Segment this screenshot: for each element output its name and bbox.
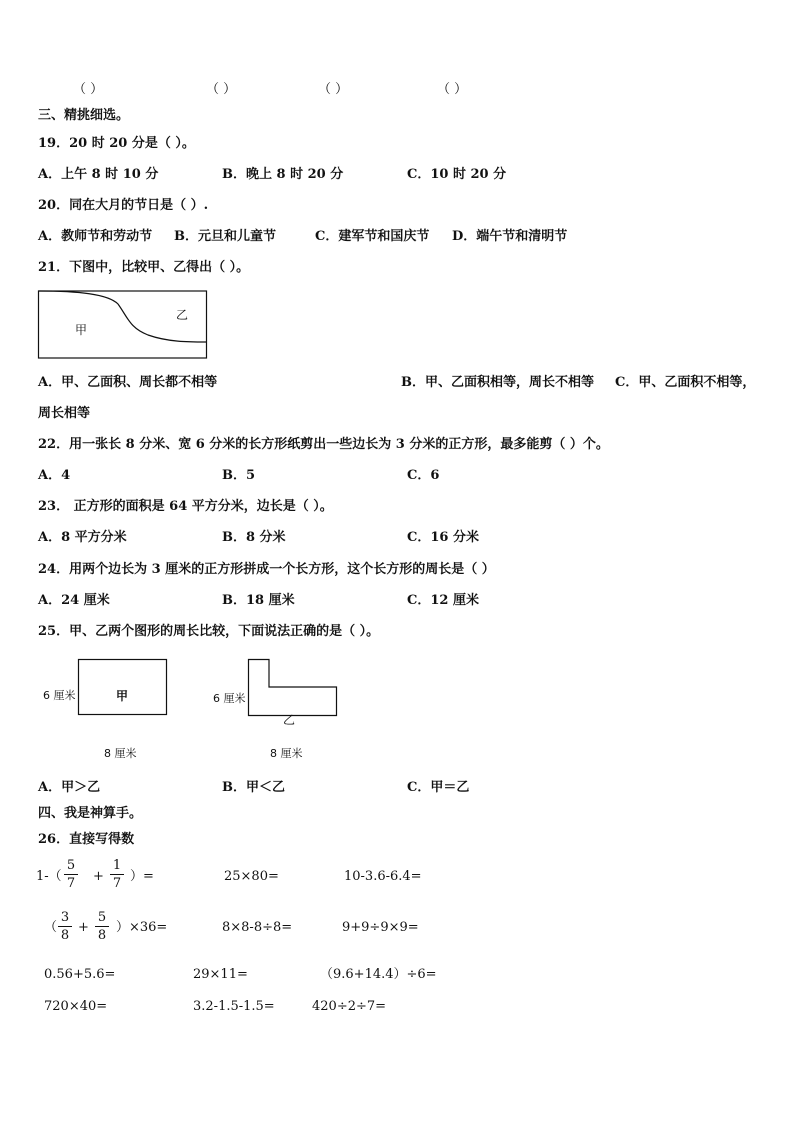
expression: 25×80=: [224, 869, 279, 884]
option: A．8 平方分米: [38, 530, 127, 545]
option: B．元旦和儿童节: [174, 229, 276, 244]
dimension-label: 8 厘米: [270, 747, 303, 760]
fraction: [58, 910, 72, 943]
option: B．甲＜乙: [222, 780, 285, 795]
option: A．甲＞乙: [38, 780, 101, 795]
option: A．教师节和劳动节: [38, 229, 153, 244]
option: D．端午节和清明节: [452, 229, 568, 244]
expression: 8×8-8÷8=: [222, 920, 293, 935]
expression: 3.2-1.5-1.5=: [193, 999, 275, 1014]
denominator: 8: [97, 928, 107, 943]
numerator: 3: [60, 910, 70, 925]
option: C．6: [407, 468, 440, 483]
expr-part: ）×36=: [116, 920, 168, 935]
dimension-label: 6 厘米: [213, 692, 246, 705]
option: C．12 厘米: [407, 593, 479, 608]
numerator: 5: [66, 858, 76, 873]
question-stem: 20．同在大月的节日是（ ）.: [38, 198, 209, 213]
fraction: [64, 858, 78, 891]
option: B．晚上 8 时 20 分: [222, 167, 344, 182]
answer-bracket: （ ）: [206, 82, 237, 97]
figure-label-jia: 甲: [75, 323, 88, 337]
expression: （9.6+14.4）÷6=: [320, 967, 437, 982]
option: A．上午 8 时 10 分: [38, 167, 159, 182]
expr-part: +: [93, 869, 104, 884]
expression: 10-3.6-6.4=: [344, 869, 422, 884]
answer-bracket: （ ）: [437, 82, 468, 97]
expr-part: 1-（: [36, 869, 62, 884]
denominator: 7: [66, 876, 76, 891]
answer-bracket: （ ）: [318, 82, 349, 97]
dimension-label: 8 厘米: [104, 747, 137, 760]
q25-l-shape-yi: [248, 659, 338, 717]
expr-part: ）=: [130, 869, 154, 884]
fraction: [95, 910, 109, 943]
option: B．8 分米: [222, 530, 286, 545]
option: A．24 厘米: [38, 593, 110, 608]
fraction-bar: [64, 874, 78, 875]
option: B．5: [222, 468, 256, 483]
figure-label-jia: 甲: [116, 689, 129, 703]
fraction: [110, 858, 124, 891]
expression: 0.56+5.6=: [44, 967, 116, 982]
expression: 9+9÷9×9=: [342, 920, 419, 935]
fraction-bar: [58, 926, 72, 927]
expr-part: （: [44, 920, 58, 935]
answer-bracket: （ ）: [73, 82, 104, 97]
option-continued: 周长相等: [38, 406, 91, 421]
question-stem: 26．直接写得数: [38, 832, 135, 847]
numerator: 5: [97, 910, 107, 925]
expression: 420÷2÷7=: [312, 999, 387, 1014]
question-stem: 25．甲、乙两个图形的周长比较，下面说法正确的是（ ）。: [38, 624, 380, 639]
question-stem: 19．20 时 20 分是（ ）。: [38, 136, 195, 151]
option: B．18 厘米: [222, 593, 295, 608]
option: C．10 时 20 分: [407, 167, 507, 182]
option: A．甲、乙面积、周长都不相等: [38, 375, 218, 390]
question-stem: 22．用一张长 8 分米、宽 6 分米的长方形纸剪出一些边长为 3 分米的正方形，最多能剪（ ）个。: [38, 437, 609, 452]
numerator: 1: [112, 858, 122, 873]
figure-label-yi: 乙: [283, 713, 296, 727]
option: A．4: [38, 468, 71, 483]
option: C．16 分米: [407, 530, 479, 545]
fraction-bar: [95, 926, 109, 927]
question-stem: 21．下图中，比较甲、乙得出（ ）。: [38, 260, 250, 275]
expression: 29×11=: [193, 967, 248, 982]
q21-figure: [38, 290, 208, 360]
option: B．甲、乙面积相等，周长不相等: [401, 375, 594, 390]
section-title: 三、精挑细选。: [38, 108, 130, 123]
dimension-label: 6 厘米: [43, 689, 76, 702]
expression: 720×40=: [44, 999, 108, 1014]
section-title: 四、我是神算手。: [38, 806, 143, 821]
option: C．建军节和国庆节: [315, 229, 430, 244]
question-stem: 23． 正方形的面积是 64 平方分米，边长是（ ）。: [38, 499, 333, 514]
denominator: 8: [60, 928, 70, 943]
denominator: 7: [112, 876, 122, 891]
expr-part: +: [78, 920, 89, 935]
option: C．甲、乙面积不相等，: [615, 375, 756, 390]
fraction-bar: [110, 874, 124, 875]
question-stem: 24．用两个边长为 3 厘米的正方形拼成一个长方形，这个长方形的周长是（ ）: [38, 562, 495, 577]
option: C．甲＝乙: [407, 780, 470, 795]
figure-label-yi: 乙: [176, 308, 189, 322]
